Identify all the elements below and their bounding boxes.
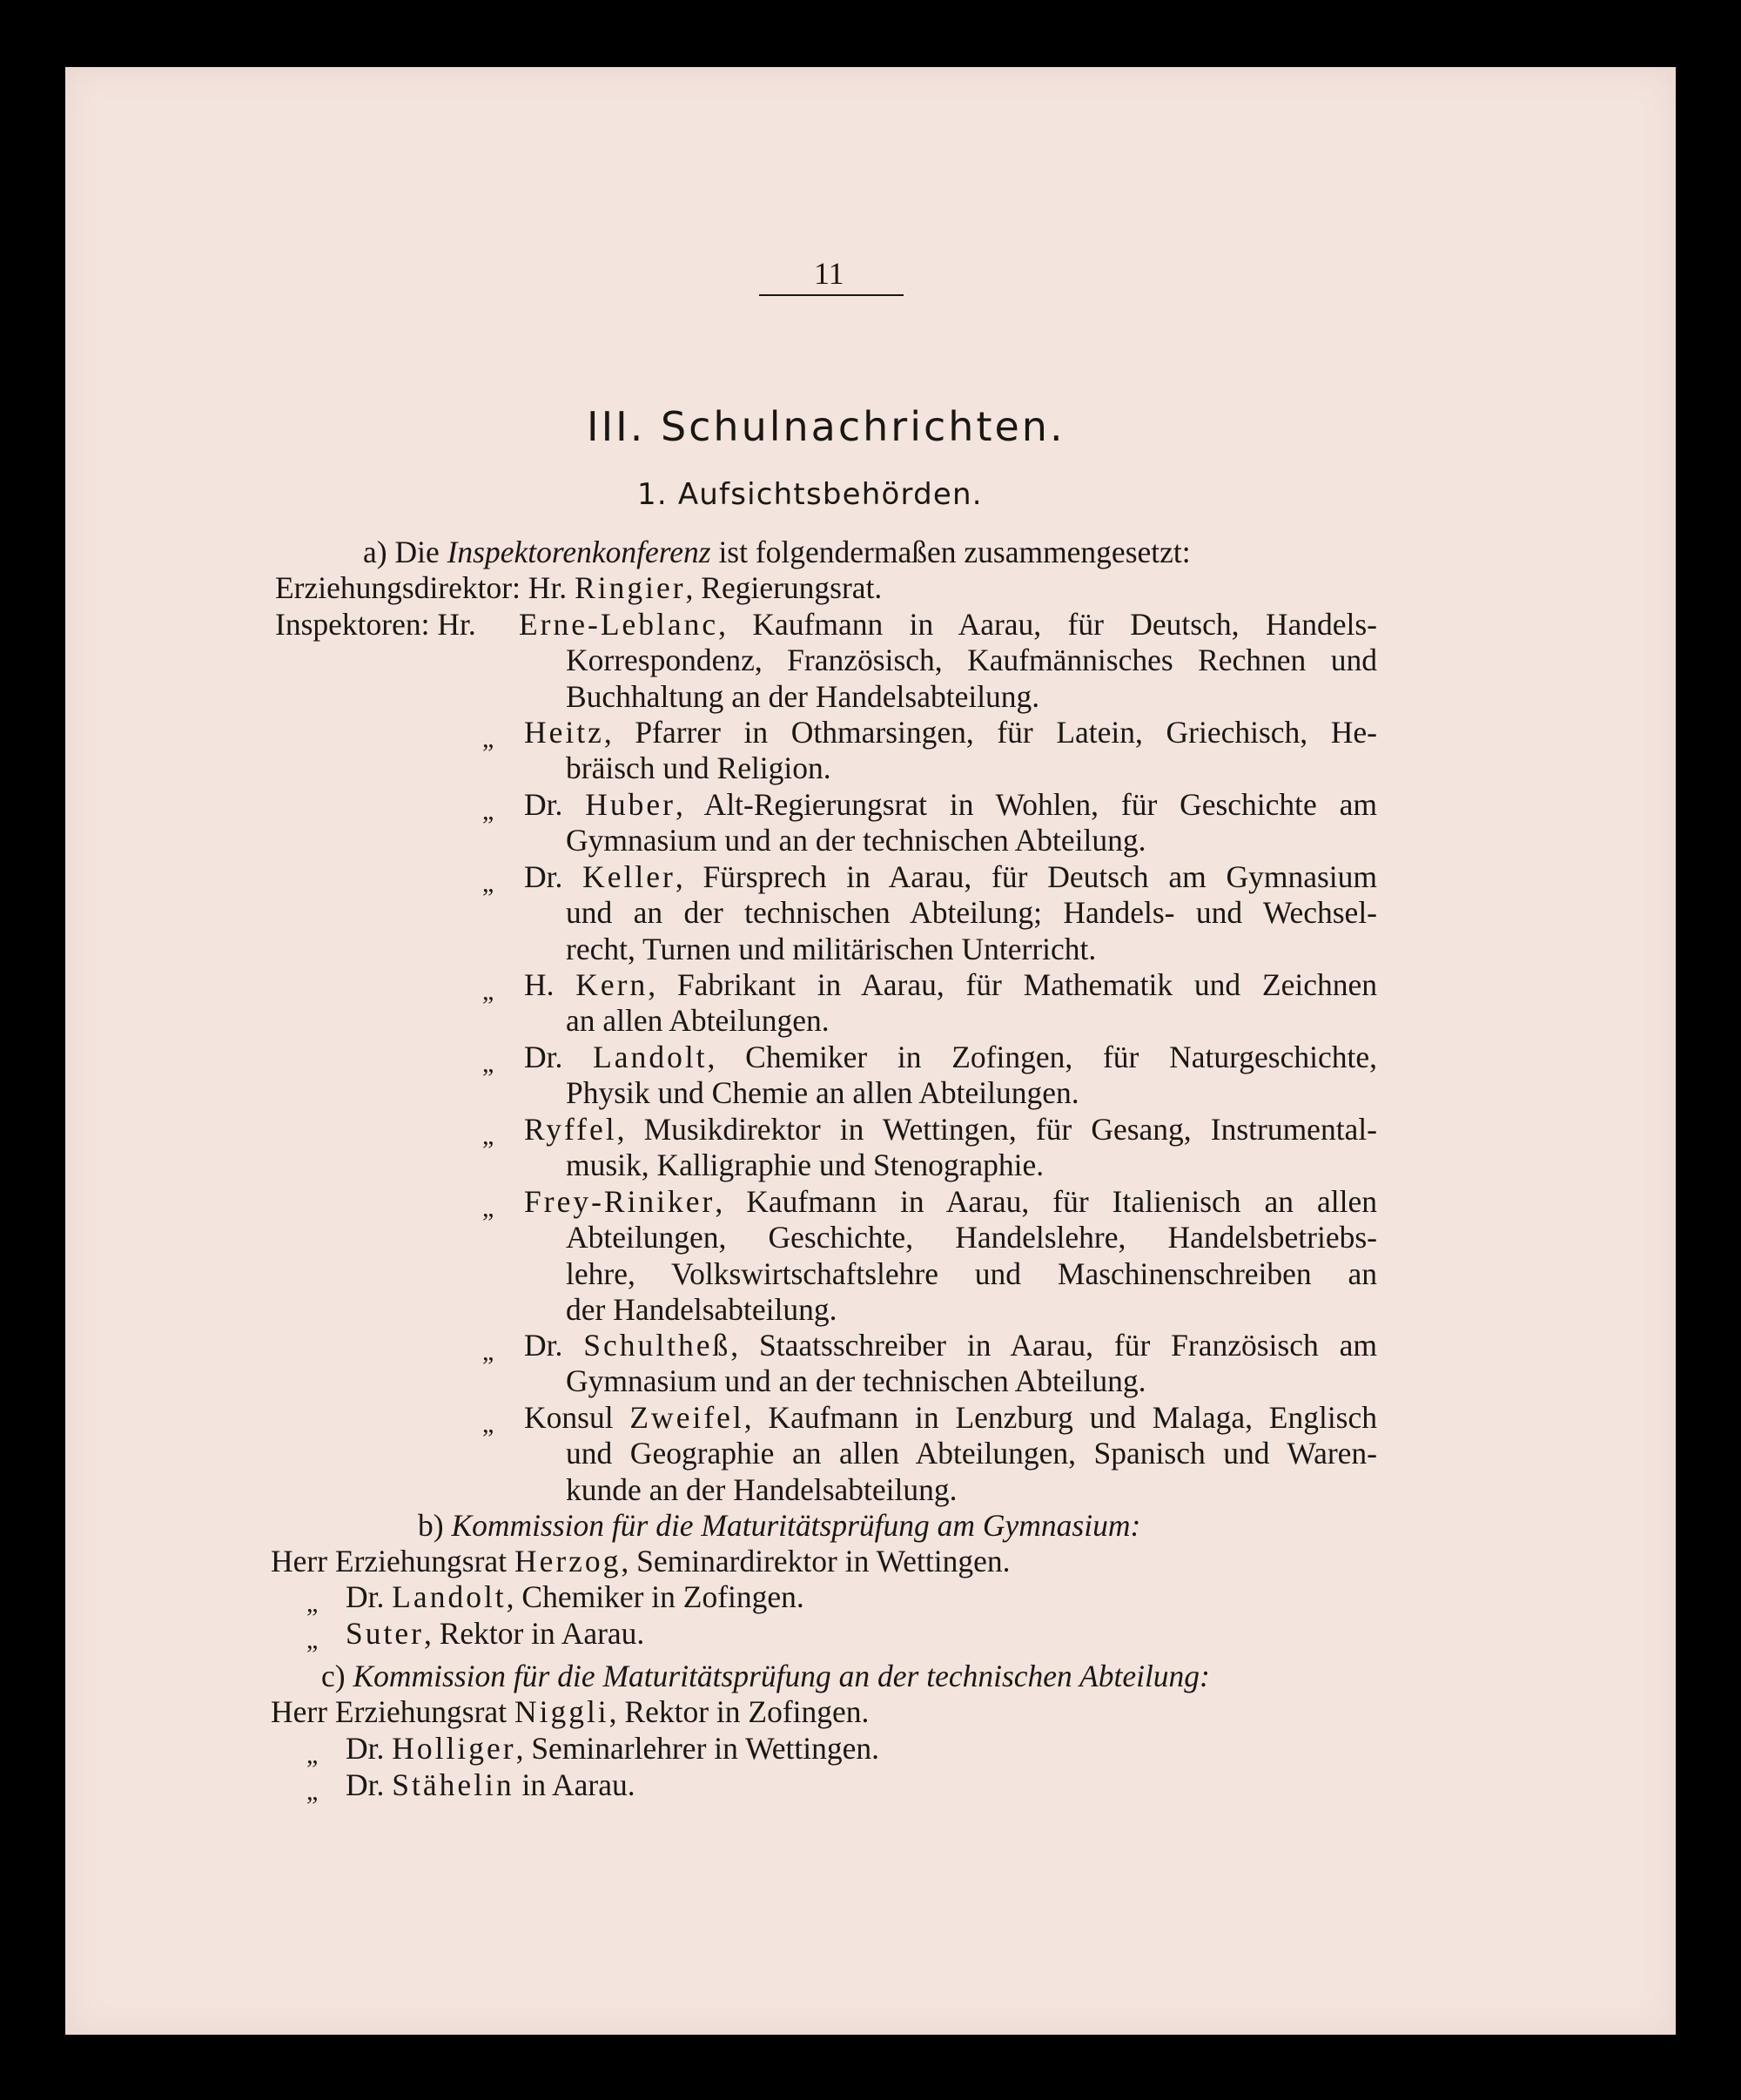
inspector-name: Landolt <box>593 1040 708 1074</box>
section-a-intro: a) Die Inspektorenkonferenz ist folgendermaßen zusammengesetzt: <box>363 535 1191 569</box>
section-b-title: Kommission für die Maturitätsprüfung am Gymnasium: <box>451 1508 1141 1543</box>
ditto-mark: „ <box>306 1740 319 1769</box>
member-name: Stähelin <box>392 1767 514 1802</box>
section-c-title: Kommission für die Maturitätsprüfung an der technischen Abteilung: <box>353 1659 1210 1693</box>
commission-member: Dr. Holliger, Seminarlehrer in Wettingen. <box>346 1731 879 1766</box>
page-number: 11 <box>814 256 844 291</box>
inspector-entry: Dr. Keller, Fürsprech in Aarau, für Deutsch am Gymnasium <box>524 859 1378 894</box>
inspector-name: Keller <box>582 859 676 894</box>
inspector-entry: Frey-Riniker, Kaufmann in Aarau, für Italienisch an allen <box>524 1184 1377 1219</box>
ditto-mark: „ <box>482 869 494 898</box>
commission-member: Dr. Stähelin in Aarau. <box>346 1767 635 1802</box>
inspector-name: Huber <box>585 787 676 822</box>
ditto-mark: „ <box>482 1410 494 1438</box>
director-name: Ringier <box>575 570 686 605</box>
director-line: Erziehungsdirektor: Hr. Ringier, Regierungsrat. <box>275 570 883 605</box>
inspector-entry: Ryffel, Musikdirektor in Wettingen, für Gesang, Instrumental- <box>524 1112 1377 1147</box>
ditto-mark: „ <box>306 1625 319 1654</box>
ditto-mark: „ <box>482 724 494 753</box>
ditto-mark: „ <box>482 1049 494 1078</box>
commission-member: Dr. Landolt, Chemiker in Zofingen. <box>346 1579 804 1614</box>
ditto-mark: „ <box>482 977 494 1006</box>
page-number-rule <box>759 294 904 296</box>
section-heading: III. Schulnachrichten. <box>587 403 1065 450</box>
inspector-entry: H. Kern, Fabrikant in Aarau, für Mathematik und Zeichnen <box>524 967 1377 1002</box>
inspector-entry: Konsul Zweifel, Kaufmann in Lenzburg und Malaga, Englisch <box>524 1400 1378 1435</box>
member-name: Landolt <box>392 1579 507 1614</box>
inspector-name: Schultheß <box>583 1328 731 1363</box>
inspector-entry: Dr. Landolt, Chemiker in Zofingen, für Naturgeschichte, <box>524 1040 1377 1074</box>
section-c-heading: c) Kommission für die Maturitätsprüfung an der technischen Abteilung: <box>321 1659 1210 1693</box>
inspectors-label: Inspektoren: Hr. <box>275 607 476 642</box>
ditto-mark: „ <box>482 797 494 825</box>
inspector-entry: Heitz, Pfarrer in Othmarsingen, für Latein, Griechisch, He- <box>524 715 1377 750</box>
inspector-entry: Erne-Leblanc, Kaufmann in Aarau, für Deutsch, Handels- <box>519 607 1377 642</box>
commission-member: Herr Erziehungsrat Niggli, Rektor in Zofingen. <box>271 1694 870 1729</box>
ditto-mark: „ <box>306 1777 319 1806</box>
inspector-name: Ryffel <box>524 1112 617 1147</box>
inspector-name: Kern <box>575 967 649 1002</box>
section-b-heading: b) Kommission für die Maturitätsprüfung am Gymnasium: <box>418 1508 1141 1543</box>
inspector-entry-cont: Korrespondenz, Französisch, Kaufmännisches Rechnen und Buchhaltung an der Handelsabteilung. <box>566 643 1377 714</box>
member-name: Suter <box>346 1616 424 1651</box>
inspector-name: Frey-Riniker <box>524 1184 716 1219</box>
commission-member: Herr Erziehungsrat Herzog, Seminardirektor in Wettingen. <box>271 1544 1011 1578</box>
member-name: Niggli <box>514 1694 609 1729</box>
inspector-name: Zweifel <box>629 1400 744 1435</box>
ditto-mark: „ <box>306 1589 319 1618</box>
ditto-mark: „ <box>482 1121 494 1150</box>
ditto-mark: „ <box>482 1194 494 1222</box>
inspector-name: Erne-Leblanc <box>519 607 719 642</box>
member-name: Herzog <box>514 1544 622 1578</box>
inspector-entry: Dr. Schultheß, Staatsschreiber in Aarau, für Französisch am <box>524 1328 1378 1363</box>
subsection-heading: 1. Aufsichtsbehörden. <box>637 477 983 512</box>
section-a-title: Inspektorenkonferenz <box>447 535 711 569</box>
ditto-mark: „ <box>482 1337 494 1366</box>
member-name: Holliger <box>392 1731 516 1766</box>
commission-member: Suter, Rektor in Aarau. <box>346 1616 645 1651</box>
inspector-name: Heitz <box>524 715 604 750</box>
inspector-entry: Dr. Huber, Alt-Regierungsrat in Wohlen, für Geschichte am <box>524 787 1378 822</box>
